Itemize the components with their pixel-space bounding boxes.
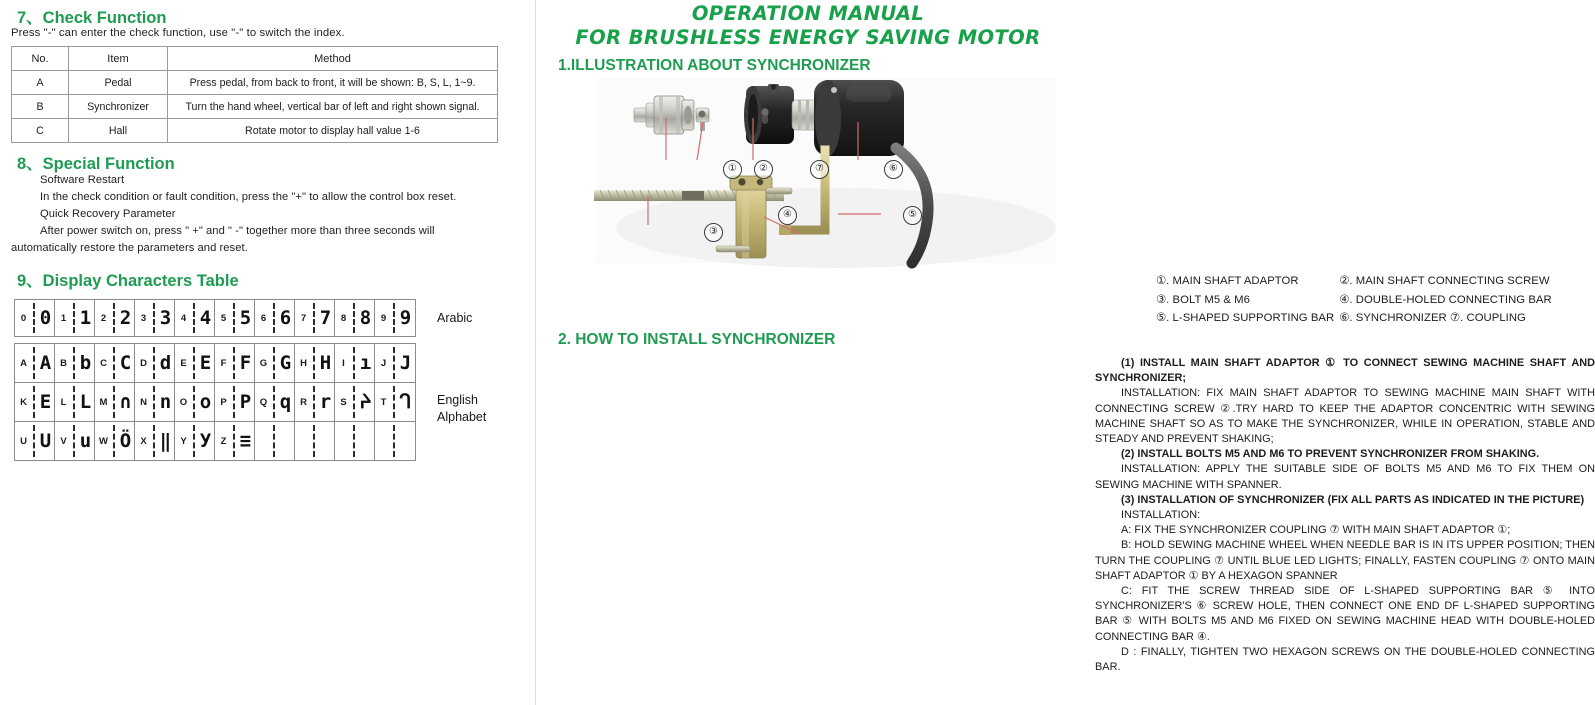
- char-display-glyph-7: 7: [319, 306, 332, 329]
- char-source-F: F: [220, 357, 227, 369]
- instruction-paragraph-8: B: HOLD SEWING MACHINE WHEEL WHEN NEEDLE BAR IS IN ITS UPPER POSITION; THEN TURN THE COUPLING ⑦ UNTIL BLUE LED LIGHTS; FINALLY, FASTEN COUPLING ⑦ ONTO MAIN SHAFT ADAPTOR ① BY A HEXAGON SPANNER: [1095, 539, 1595, 582]
- char-cell-F: [215, 344, 255, 382]
- table-header-row: [12, 47, 498, 71]
- char-display-glyph-B: b: [79, 351, 92, 374]
- char-source-4: 4: [180, 312, 187, 324]
- arabic-digits-block: [14, 299, 416, 337]
- char-cell-S: [335, 383, 375, 421]
- cell-dashed-divider: [313, 347, 315, 379]
- char-source-K: K: [20, 396, 27, 408]
- callout-7: ⑦: [810, 160, 829, 179]
- char-display-glyph-1: 1: [79, 306, 92, 329]
- char-display-glyph-2: 2: [119, 306, 132, 329]
- cell-dashed-divider: [153, 425, 155, 457]
- arabic-label: Arabic: [437, 311, 473, 325]
- char-source-6: 6: [260, 312, 267, 324]
- char-cell-Q: [255, 383, 295, 421]
- char-cell-Y: [175, 422, 215, 460]
- char-display-glyph-P: P: [239, 390, 252, 413]
- cell-dashed-divider: [353, 347, 355, 379]
- cell-dashed-divider: [193, 425, 195, 457]
- column-header-method: Method: [168, 47, 498, 71]
- installation-instructions: [1095, 356, 1595, 675]
- software-restart-label: Software Restart: [40, 174, 125, 186]
- char-cell-0: [15, 300, 55, 336]
- instruction-paragraph-10: D : FINALLY, TIGHTEN TWO HEXAGON SCREWS ON THE DOUBLE-HOLED CONNECTING BAR.: [1095, 645, 1595, 674]
- char-source-V: V: [60, 435, 67, 447]
- cell-dashed-divider: [273, 347, 275, 379]
- section-7-heading: 7、Check Function: [17, 9, 167, 27]
- char-cell-W: [95, 422, 135, 460]
- char-cell-H: [295, 344, 335, 382]
- section-8-heading: 8、Special Function: [17, 155, 175, 173]
- callout-3: ③: [704, 223, 723, 242]
- alphabet-row-3: [15, 422, 415, 460]
- char-display-glyph-3: 3: [159, 306, 172, 329]
- char-source-2: 2: [100, 312, 107, 324]
- char-display-glyph-0: 0: [39, 306, 52, 329]
- char-display-glyph-Q: q: [279, 390, 292, 413]
- instruction-paragraph-5: (3) INSTALLATION OF SYNCHRONIZER (FIX ALL PARTS AS INDICATED IN THE PICTURE): [1121, 493, 1585, 506]
- cell-dashed-divider: [153, 347, 155, 379]
- section-9-heading: 9、Display Characters Table: [17, 272, 239, 290]
- char-cell-V: [55, 422, 95, 460]
- char-source-A: A: [20, 357, 27, 369]
- char-display-glyph-V: u: [79, 429, 92, 452]
- char-display-glyph-T: ᒉ: [399, 390, 412, 413]
- char-source-N: N: [140, 396, 147, 408]
- char-source-9: 9: [380, 312, 387, 324]
- instruction-paragraph-9: C: FIT THE SCREW THREAD SIDE OF L-SHAPED SUPPORTING BAR ⑤ INTO SYNCHRONIZER'S ⑥ SCREW HOLE, THEN CONNECT ONE END DF L-SHAPED SUPPORTING BAR ⑤ WITH BOLTS M5 AND M6 FIXED ON SEWING MACHINE HEAD WITH DOUBLE-HOLED CONNECTING BAR ④.: [1095, 585, 1595, 643]
- char-cell-O: [175, 383, 215, 421]
- english-label-line2: Alphabet: [437, 410, 487, 424]
- char-cell-C: [95, 344, 135, 382]
- section-2-heading: 2. HOW TO INSTALL SYNCHRONIZER: [558, 331, 836, 348]
- char-display-glyph-8: 8: [359, 306, 372, 329]
- cell-method: Turn the hand wheel, vertical bar of left and right shown signal.: [168, 95, 498, 119]
- cell-dashed-divider: [33, 386, 35, 418]
- legend-item-1: ①. MAIN SHAFT ADAPTOR: [1156, 275, 1299, 287]
- char-display-glyph-I: ı: [359, 351, 372, 374]
- cell-item: Pedal: [69, 71, 168, 95]
- cell-dashed-divider: [113, 347, 115, 379]
- char-cell-T: [375, 383, 415, 421]
- quick-recovery-label: Quick Recovery Parameter: [40, 208, 176, 220]
- char-display-glyph-9: 9: [399, 306, 412, 329]
- char-cell-empty: [255, 422, 295, 460]
- cell-dashed-divider: [313, 425, 315, 457]
- char-display-glyph-empty: [316, 422, 335, 460]
- left-page: [0, 0, 535, 705]
- char-source-C: C: [100, 357, 107, 369]
- synchronizer-photo: [596, 78, 1056, 263]
- char-source-S: S: [340, 396, 347, 408]
- cell-dashed-divider: [193, 303, 195, 333]
- char-source-5: 5: [220, 312, 227, 324]
- cell-method: Rotate motor to display hall value 1-6: [168, 119, 498, 143]
- synchronizer-part: [814, 80, 904, 156]
- char-display-glyph-F: F: [239, 351, 252, 374]
- char-cell-K: [15, 383, 55, 421]
- cell-dashed-divider: [33, 425, 35, 457]
- char-display-glyph-G: G: [279, 351, 292, 374]
- cell-item: Hall: [69, 119, 168, 143]
- char-cell-X: [135, 422, 175, 460]
- char-cell-2: [95, 300, 135, 336]
- char-display-glyph-E: E: [199, 351, 212, 374]
- manual-title-line2: FOR BRUSHLESS ENERGY SAVING MOTOR: [575, 26, 1041, 49]
- char-cell-3: [135, 300, 175, 336]
- english-alphabet-label: [437, 392, 486, 426]
- char-source-Y: Y: [180, 435, 187, 447]
- char-source-R: R: [300, 396, 307, 408]
- char-cell-9: [375, 300, 415, 336]
- char-source-Z: Z: [220, 435, 227, 447]
- cell-no: B: [12, 95, 69, 119]
- char-cell-R: [295, 383, 335, 421]
- legend-item-6-7: ⑥. SYNCHRONIZER ⑦. COUPLING: [1339, 312, 1526, 324]
- char-source-O: O: [179, 396, 188, 408]
- char-source-D: D: [140, 357, 147, 369]
- cell-dashed-divider: [233, 425, 235, 457]
- check-function-table: [11, 46, 498, 143]
- char-display-glyph-H: H: [319, 351, 332, 374]
- char-source-7: 7: [300, 312, 307, 324]
- instruction-paragraph-2: INSTALLATION: FIX MAIN SHAFT ADAPTOR TO SEWING MACHINE MAIN SHAFT WITH CONNECTING SCREW ②.TRY HARD TO KEEP THE ADAPTOR CONCENTRIC WITH SEWING MACHINE SHAFT SO AS TO MAKE THE SYNCHRONIZER, WHILE IN OPERATION, STABLE AND STEADY AND PREVENT SHAKING;: [1095, 387, 1595, 446]
- char-source-B: B: [60, 357, 67, 369]
- cell-no: A: [12, 71, 69, 95]
- char-cell-8: [335, 300, 375, 336]
- callout-6: ⑥: [884, 160, 903, 179]
- column-header-no: No.: [12, 47, 69, 71]
- cell-dashed-divider: [73, 425, 75, 457]
- cell-dashed-divider: [153, 303, 155, 333]
- char-display-glyph-5: 5: [239, 306, 252, 329]
- manual-title: [536, 2, 1080, 50]
- char-display-glyph-S: ᔨ: [359, 390, 372, 413]
- cell-no: C: [12, 119, 69, 143]
- char-source-1: 1: [60, 312, 67, 324]
- cell-method: Press pedal, from back to front, it will be shown: B, S, L, 1~9.: [168, 71, 498, 95]
- legend-row: [1156, 291, 1552, 310]
- char-source-L: L: [60, 396, 67, 408]
- char-source-I: I: [342, 357, 345, 369]
- table-row: [12, 95, 498, 119]
- cell-dashed-divider: [153, 386, 155, 418]
- quick-recovery-description-line2: automatically restore the parameters and reset.: [11, 242, 248, 254]
- char-display-glyph-X: ‖: [159, 429, 172, 452]
- cell-dashed-divider: [193, 347, 195, 379]
- instruction-paragraph-1: (1) INSTALL MAIN SHAFT ADAPTOR ① TO CONNECT SEWING MACHINE SHAFT AND SYNCHRONIZER;: [1095, 357, 1595, 385]
- char-cell-L: [55, 383, 95, 421]
- table-row: [12, 119, 498, 143]
- cell-dashed-divider: [313, 386, 315, 418]
- english-alphabet-block: [14, 343, 416, 461]
- cell-dashed-divider: [73, 386, 75, 418]
- char-display-glyph-A: A: [39, 351, 52, 374]
- arabic-digits-row: [15, 300, 415, 336]
- char-display-glyph-M: ∩: [119, 390, 132, 413]
- char-cell-A: [15, 344, 55, 382]
- char-display-glyph-empty: [356, 422, 375, 460]
- char-source-U: U: [20, 435, 27, 447]
- cell-dashed-divider: [233, 386, 235, 418]
- cell-dashed-divider: [233, 303, 235, 333]
- cell-dashed-divider: [393, 425, 395, 457]
- cell-dashed-divider: [113, 386, 115, 418]
- char-cell-6: [255, 300, 295, 336]
- char-source-H: H: [300, 357, 307, 369]
- cell-dashed-divider: [353, 425, 355, 457]
- cell-dashed-divider: [113, 425, 115, 457]
- cell-dashed-divider: [233, 347, 235, 379]
- char-cell-G: [255, 344, 295, 382]
- cell-dashed-divider: [353, 386, 355, 418]
- cell-dashed-divider: [393, 303, 395, 333]
- char-source-G: G: [259, 357, 268, 369]
- char-display-glyph-J: J: [399, 351, 412, 374]
- char-source-3: 3: [140, 312, 147, 324]
- cell-dashed-divider: [273, 425, 275, 457]
- cell-dashed-divider: [353, 303, 355, 333]
- char-cell-U: [15, 422, 55, 460]
- callout-1: ①: [723, 160, 742, 179]
- cell-dashed-divider: [33, 347, 35, 379]
- instruction-paragraph-3: (2) INSTALL BOLTS M5 AND M6 TO PREVENT SYNCHRONIZER FROM SHAKING.: [1121, 448, 1540, 461]
- cell-item: Synchronizer: [69, 95, 168, 119]
- instruction-paragraph-7: A: FIX THE SYNCHRONIZER COUPLING ⑦ WITH MAIN SHAFT ADAPTOR ①;: [1121, 524, 1511, 537]
- char-source-X: X: [140, 435, 147, 447]
- char-source-0: 0: [20, 312, 27, 324]
- callout-5: ⑤: [903, 206, 922, 225]
- char-display-glyph-K: E: [39, 390, 52, 413]
- cell-dashed-divider: [113, 303, 115, 333]
- callout-4: ④: [778, 206, 797, 225]
- char-cell-J: [375, 344, 415, 382]
- char-display-glyph-W: Ö: [119, 429, 132, 452]
- char-cell-empty: [335, 422, 375, 460]
- legend-item-4: ④. DOUBLE-HOLED CONNECTING BAR: [1339, 293, 1552, 306]
- char-cell-I: [335, 344, 375, 382]
- char-source-J: J: [380, 357, 387, 369]
- alphabet-row-1: [15, 344, 415, 383]
- cell-dashed-divider: [393, 386, 395, 418]
- cell-dashed-divider: [273, 303, 275, 333]
- legend-item-5: ⑤. L-SHAPED SUPPORTING BAR: [1156, 312, 1335, 324]
- legend-row: [1156, 309, 1552, 328]
- legend-item-3: ③. BOLT M5 & M6: [1156, 293, 1250, 306]
- cell-dashed-divider: [193, 386, 195, 418]
- instruction-paragraph-4: INSTALLATION: APPLY THE SUITABLE SIDE OF BOLTS M5 AND M6 TO FIX THEM ON SEWING MACHINE WITH SPANNER.: [1095, 463, 1595, 491]
- char-cell-Z: [215, 422, 255, 460]
- char-display-glyph-D: d: [159, 351, 172, 374]
- alphabet-row-2: [15, 383, 415, 422]
- char-cell-7: [295, 300, 335, 336]
- cell-dashed-divider: [73, 303, 75, 333]
- manual-title-line1: OPERATION MANUAL: [691, 2, 925, 25]
- char-cell-4: [175, 300, 215, 336]
- char-display-glyph-empty: [396, 422, 415, 460]
- char-display-glyph-L: L: [79, 390, 92, 413]
- cell-dashed-divider: [33, 303, 35, 333]
- char-display-glyph-N: n: [159, 390, 172, 413]
- display-characters-table: [14, 299, 416, 461]
- cell-dashed-divider: [393, 347, 395, 379]
- char-cell-D: [135, 344, 175, 382]
- char-display-glyph-Z: ≡: [239, 429, 252, 452]
- legend-item-2: ②. MAIN SHAFT CONNECTING SCREW: [1339, 275, 1550, 287]
- char-display-glyph-4: 4: [199, 306, 212, 329]
- char-cell-M: [95, 383, 135, 421]
- char-source-T: T: [380, 396, 387, 408]
- char-source-Q: Q: [259, 396, 268, 408]
- quick-recovery-description-line1: After power switch on, press " +" and " -" together more than three seconds will: [40, 225, 435, 237]
- char-source-8: 8: [340, 312, 347, 324]
- char-source-P: P: [220, 396, 227, 408]
- software-restart-description: In the check condition or fault condition, press the "+" to allow the control box reset.: [40, 191, 457, 203]
- section-1-heading: 1.ILLUSTRATION ABOUT SYNCHRONIZER: [558, 57, 871, 74]
- char-display-glyph-R: r: [319, 390, 332, 413]
- char-display-glyph-empty: [276, 422, 295, 460]
- char-cell-B: [55, 344, 95, 382]
- table-row: [12, 71, 498, 95]
- char-display-glyph-U: U: [39, 429, 52, 452]
- legend-row: [1156, 272, 1552, 291]
- char-cell-N: [135, 383, 175, 421]
- cell-dashed-divider: [273, 386, 275, 418]
- char-cell-1: [55, 300, 95, 336]
- callout-2: ②: [754, 160, 773, 179]
- char-display-glyph-O: o: [199, 390, 212, 413]
- char-source-M: M: [99, 396, 108, 408]
- english-label-line1: English: [437, 393, 478, 407]
- char-source-W: W: [99, 435, 108, 447]
- char-display-glyph-Y: У: [199, 429, 212, 452]
- char-cell-P: [215, 383, 255, 421]
- char-cell-empty: [375, 422, 415, 460]
- char-cell-E: [175, 344, 215, 382]
- char-source-E: E: [180, 357, 187, 369]
- parts-legend: [1156, 272, 1552, 328]
- char-display-glyph-6: 6: [279, 306, 292, 329]
- section-7-subtitle: Press "-" can enter the check function, use "-" to switch the index.: [11, 27, 345, 39]
- column-header-item: Item: [69, 47, 168, 71]
- cell-dashed-divider: [73, 347, 75, 379]
- char-display-glyph-C: C: [119, 351, 132, 374]
- cell-dashed-divider: [313, 303, 315, 333]
- char-cell-empty: [295, 422, 335, 460]
- instruction-paragraph-6: INSTALLATION:: [1121, 509, 1201, 522]
- char-cell-5: [215, 300, 255, 336]
